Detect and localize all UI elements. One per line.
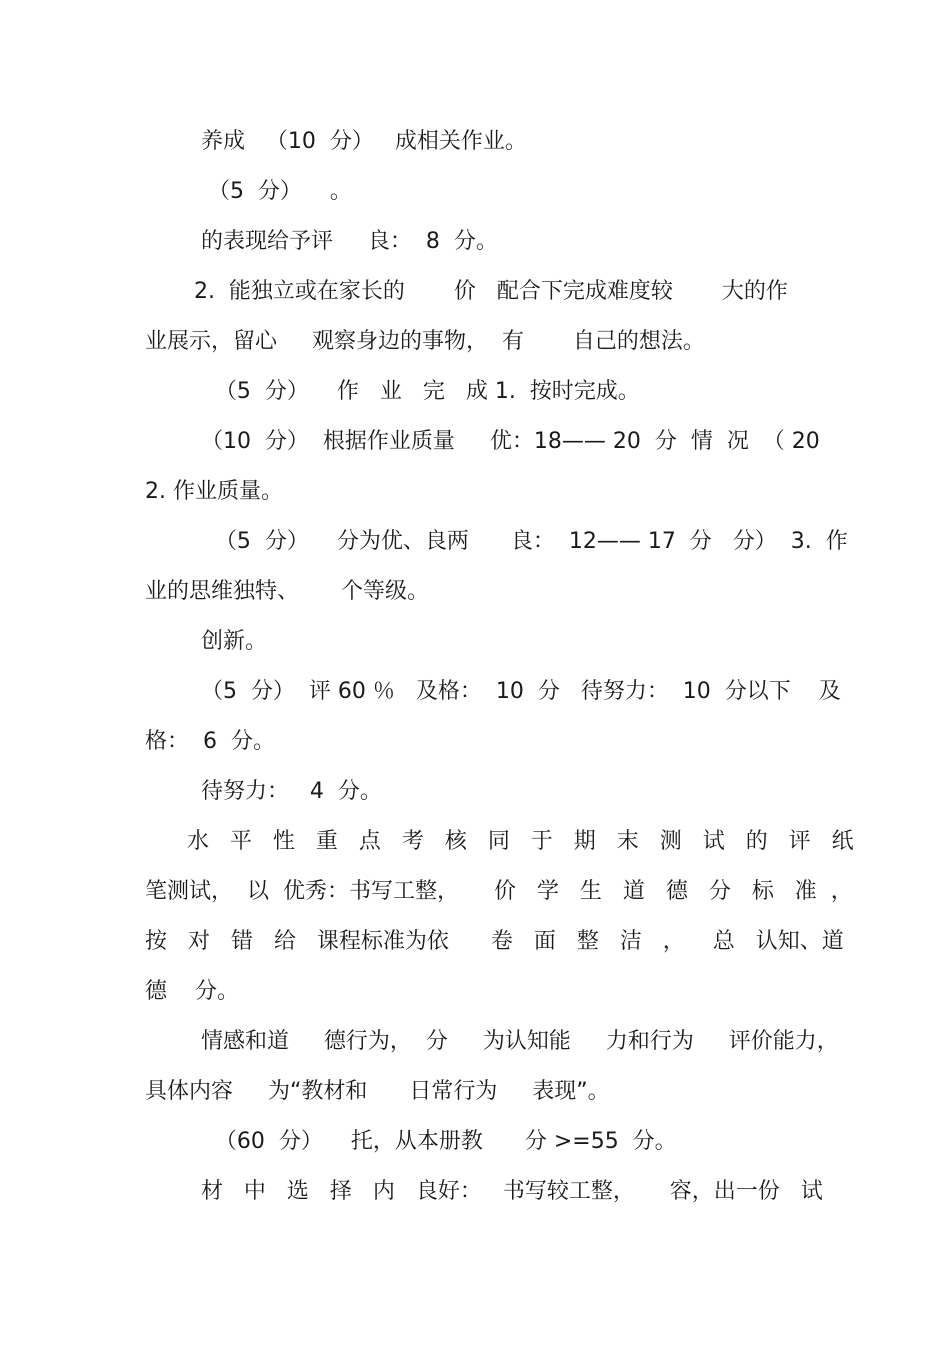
text-line: 养成 （10 分） 成相关作业。 [145, 129, 527, 154]
text-line: 待努力： 4 分。 [145, 779, 382, 804]
text-line: 水 平 性 重 点 考 核 同 于 期 末 测 试 的 评 纸 [145, 829, 854, 854]
text-line: 德 分。 [145, 979, 239, 1004]
text-line: 2. 能独立或在家长的 价 配合下完成难度较 大的作 [145, 279, 788, 304]
text-line: 情感和道 德行为， 分 为认知能 力和行为 评价能力， [145, 1029, 839, 1054]
text-line: 材 中 选 择 内 良好： 书写较工整， 容，出一份 试 [145, 1179, 823, 1204]
text-line: （10 分） 根据作业质量 优：18—— 20 分 情 况 （ 20 [145, 429, 820, 454]
text-line: （5 分） 作 业 完 成 1. 按时完成。 [145, 379, 640, 404]
text-line: 具体内容 为“教材和 日常行为 表现”。 [145, 1079, 610, 1104]
text-line: 的表现给予评 良： 8 分。 [145, 229, 498, 254]
text-line: 业展示，留心 观察身边的事物， 有 自己的想法。 [145, 329, 705, 354]
text-line: 笔测试， 以 优秀：书写工整， 价 学 生 道 德 分 标 准 ， [145, 879, 853, 904]
text-line: （5 分） 评 60 ％ 及格： 10 分 待努力： 10 分以下 及 [145, 679, 841, 704]
text-line: 2. 作业质量。 [145, 479, 283, 504]
text-line: （5 分） 。 [145, 179, 352, 204]
text-line: 格： 6 分。 [145, 729, 275, 754]
text-line: 创新。 [145, 629, 267, 654]
text-line: （5 分） 分为优、良两 良： 12—— 17 分 分） 3. 作 [145, 529, 848, 554]
text-line: 业的思维独特、 个等级。 [145, 579, 429, 604]
text-line: 按 对 错 给 课程标准为依 卷 面 整 洁 ， 总 认知、道 [145, 929, 844, 954]
text-line: （60 分） 托，从本册教 分 >=55 分。 [145, 1129, 677, 1154]
